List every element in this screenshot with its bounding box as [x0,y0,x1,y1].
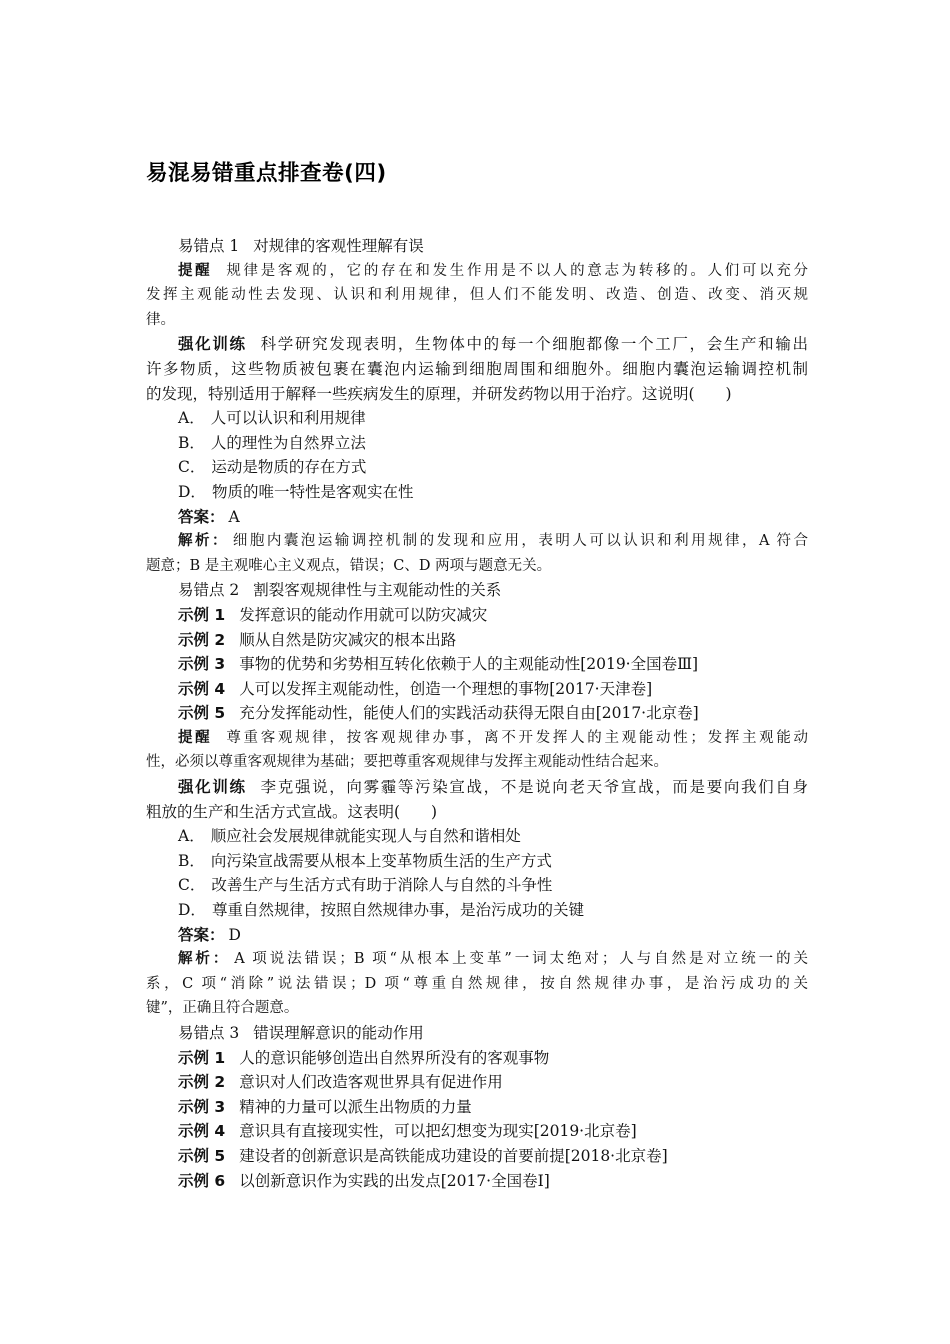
analysis: 解析： 细胞内囊泡运输调控机制的发现和应用，表明人可以认识和利用规律，A 符合 [178,533,808,550]
error-point-heading: 易错点 3 错误理解意识的能动作用 [178,1024,424,1042]
analysis-line: 键”，正确且符合题意。 [146,1000,299,1017]
document-body [146,234,808,1193]
tip-paragraph-line: 律。 [146,311,175,328]
option-b: B． 向污染宣战需要从根本上变革物质生活的生产方式 [178,851,552,870]
analysis-line: 题意；B 是主观唯心主义观点，错误；C、D 两项与题意无关。 [146,557,552,574]
option-d: D． 物质的唯一特性是客观实在性 [178,482,414,501]
error-point-heading: 易错点 2 割裂客观规律性与主观能动性的关系 [178,581,502,600]
tip-paragraph: 提醒 规律是客观的，它的存在和发生作用是不以人的意志为转移的。人们可以充分 [178,262,808,279]
example-item: 示例 2 顺从自然是防灾减灾的根本出路 [178,630,457,649]
error-point-heading: 易错点 1 对规律的客观性理解有误 [178,237,424,255]
option-a: A． 顺应社会发展规律就能实现人与自然和谐相处 [178,827,521,846]
example-item: 示例 4 意识具有直接现实性，可以把幻想变为现实[2019·北京卷] [178,1122,637,1141]
analysis-line: 系，C 项“消除”说法错误；D 项“尊重自然规律，按自然规律办事，是治污成功的关 [146,975,808,992]
example-item: 示例 2 意识对人们改造客观世界具有促进作用 [178,1073,503,1092]
example-item: 示例 5 建设者的创新意识是高铁能成功建设的首要前提[2018·北京卷] [178,1146,668,1165]
training-question-line: 许多物质，这些物质被包裹在囊泡内运输到细胞周围和细胞外。细胞内囊泡运输调控机制 [146,359,808,378]
training-question-line: 粗放的生产和生活方式宣战。这表明( ) [146,802,438,821]
example-item: 示例 4 人可以发挥主观能动性，创造一个理想的事物[2017·天津卷] [178,679,653,698]
answer: 答案： D [178,925,241,944]
example-item: 示例 5 充分发挥能动性，能使人们的实践活动获得无限自由[2017·北京卷] [178,704,699,723]
option-d: D． 尊重自然规律，按照自然规律办事，是治污成功的关键 [178,901,584,920]
example-item: 示例 1 人的意识能够创造出自然界所没有的客观事物 [178,1048,550,1067]
page-title: 易混易错重点排查卷(四) [146,161,387,186]
example-item: 示例 3 精神的力量可以派生出物质的力量 [178,1097,472,1116]
tip-paragraph-line: 发挥主观能动性去发现、认识和利用规律，但人们不能发明、改造、创造、改变、消灭规 [146,287,808,304]
tip-paragraph: 提醒 尊重客观规律，按客观规律办事，离不开发挥人的主观能动性；发挥主观能动 [178,729,808,746]
option-b: B． 人的理性为自然界立法 [178,433,366,452]
answer: 答案： A [178,507,240,526]
option-c: C． 改善生产与生活方式有助于消除人与自然的斗争性 [178,876,553,895]
training-question-line: 的发现，特别适用于解释一些疾病发生的原理，并研发药物以用于治疗。这说明( ) [146,384,732,403]
example-item: 示例 3 事物的优势和劣势相互转化依赖于人的主观能动性[2019·全国卷Ⅲ] [178,655,699,674]
option-c: C． 运动是物质的存在方式 [178,458,367,477]
training-question: 强化训练 科学研究发现表明，生物体中的每一个细胞都像一个工厂，会生产和输出 [178,335,808,354]
analysis: 解析： A 项说法错误；B 项“从根本上变革”一词太绝对；人与自然是对立统一的关 [178,951,808,968]
option-a: A． 人可以认识和利用规律 [178,409,366,428]
example-item: 示例 1 发挥意识的能动作用就可以防灾减灾 [178,605,488,624]
example-item: 示例 6 以创新意识作为实践的出发点[2017·全国卷Ⅰ] [178,1171,550,1190]
training-question: 强化训练 李克强说，向雾霾等污染宣战，不是说向老天爷宣战，而是要向我们自身 [178,778,808,797]
tip-paragraph-line: 性，必须以尊重客观规律为基础；要把尊重客观规律与发挥主观能动性结合起来。 [146,754,668,771]
